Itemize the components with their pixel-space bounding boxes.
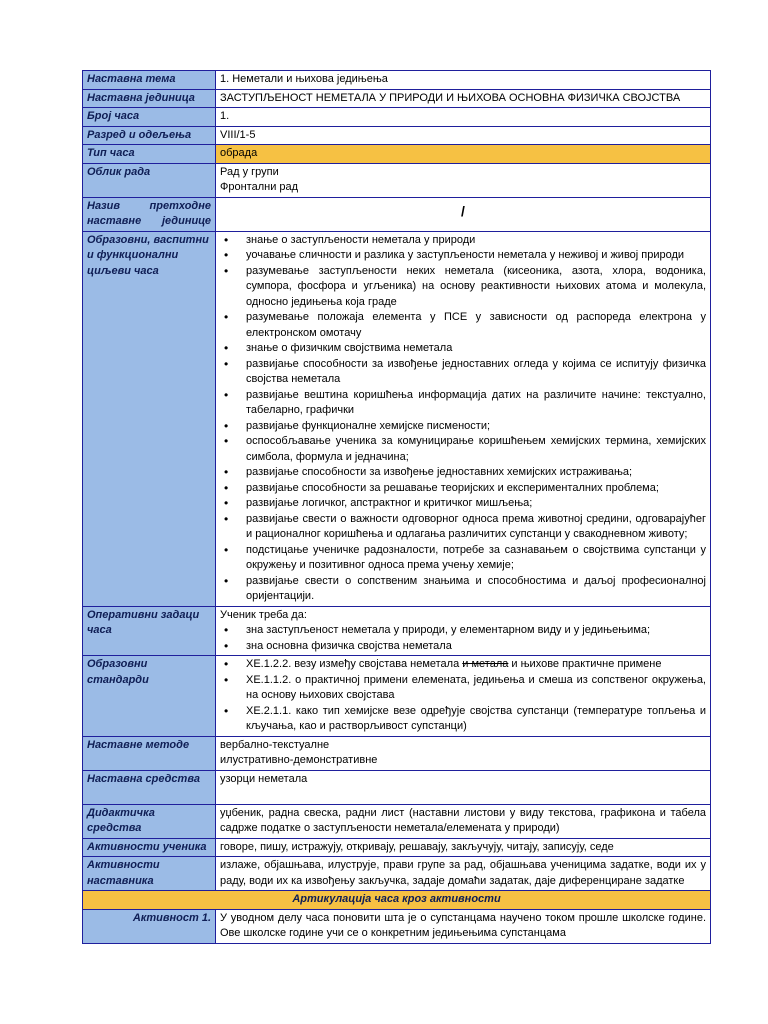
prev-unit-value: /: [216, 197, 711, 231]
theme-label: Наставна тема: [83, 71, 216, 90]
goals-list: [220, 233, 706, 605]
table-row: [83, 163, 711, 197]
activity1-label: Активност 1.: [83, 909, 216, 943]
standard-1b: и њихове практичне примене: [508, 658, 662, 670]
grade-label: Разред и одељења: [83, 126, 216, 145]
didactic-label: Дидактичка средства: [83, 804, 216, 838]
list-item: • развијање способности за решавање теоријских и експерименталних проблема;: [220, 481, 706, 497]
list-item: • знање о физичким својствима неметала: [220, 341, 706, 357]
means-label: Наставна средства: [83, 770, 216, 804]
list-item: • развијање способности за извођење једноставних огледа у којима се испитују физичка својства неметала: [220, 357, 706, 388]
table-row: [83, 231, 711, 606]
student-act-value: говоре, пишу, истражују, откривају, решавају, закључују, читају, записују, седе: [216, 838, 711, 857]
methods-value-1: вербално-текстуалне: [220, 738, 330, 751]
operative-intro: Ученик треба да:: [220, 608, 307, 621]
list-item: • развијање способности за извођење једноставних хемијских истраживања;: [220, 465, 706, 481]
lesson-no-label: Број часа: [83, 108, 216, 127]
type-value: обрада: [216, 145, 711, 164]
form-value-2: Фронтални рад: [220, 181, 299, 193]
unit-label: Наставна јединица: [83, 89, 216, 108]
table-row: [83, 838, 711, 857]
goals-value: [216, 231, 711, 606]
list-item: • развијање свести о сопственим знањима и способностима и даљој професионалној оријентацији.: [220, 574, 706, 605]
table-row: [83, 909, 711, 943]
methods-value: [216, 736, 711, 770]
list-item: • зна основна физичка својства неметала: [220, 639, 706, 655]
teacher-act-value: излаже, објашњава, илуструје, прави групе за рад, објашњава ученицима задатке, води их у раду, води их ка извођењу закључка, задаје домаћи задатак, даје диференциране задатке: [216, 857, 711, 891]
standard-1-strike: и метала: [462, 658, 509, 670]
list-item: • ХЕ.2.1.1. како тип хемијске везе одређује својства супстанци (температуре топљења и кључања, као и растворљивост супстанци): [220, 704, 706, 735]
list-item: • развијање свести о важности одговорног односа према животној средини, одговарајућег и рационалног коришћења и одлагања различитих супстанци у свакодневном животу;: [220, 512, 706, 543]
activity1-value: У уводном делу часа поновити шта је о супстанцама научено током прошле школске године. Ове школске године учи се о конкретним једињењима супстанцама: [216, 909, 711, 943]
lesson-plan-table: [82, 70, 711, 944]
list-item: • развијање логичког, апстрактног и критичког мишљења;: [220, 496, 706, 512]
methods-value-2: илустративно-демонстративне: [220, 754, 378, 766]
table-row: [83, 71, 711, 90]
list-item: • развијање функционалне хемијске писмености;: [220, 419, 706, 435]
operative-value: [216, 606, 711, 656]
means-value: узорци неметала: [216, 770, 711, 804]
list-item: • подстицање ученичке радозналости, потребе за сазнавањем о својствима супстанци у окружењу и позитивног односа према учењу хемије;: [220, 543, 706, 574]
teacher-act-label: Активности наставника: [83, 857, 216, 891]
articulation-header: Артикулација часа кроз активности: [83, 891, 711, 910]
student-act-label: Активности ученика: [83, 838, 216, 857]
table-row: [83, 126, 711, 145]
standards-label: Образовни стандарди: [83, 656, 216, 737]
list-item: [220, 657, 706, 673]
standard-1a: ХЕ.1.2.2. везу између својстава неметала: [246, 658, 463, 670]
table-row: [83, 804, 711, 838]
didactic-value: уџбеник, радна свеска, радни лист (наставни листови у виду текстова, графикона и табела садрже податке о заступљености неметала/елемената у природи): [216, 804, 711, 838]
goals-label: Образовни, васпитни и функционални циљеви часа: [83, 231, 216, 606]
operative-list: [220, 623, 706, 654]
operative-label: Оперативни задаци часа: [83, 606, 216, 656]
table-row: [83, 197, 711, 231]
lesson-no-value: 1.: [216, 108, 711, 127]
methods-label: Наставне методе: [83, 736, 216, 770]
standards-value: [216, 656, 711, 737]
form-label: Облик рада: [83, 163, 216, 197]
theme-value: 1. Неметали и њихова једињења: [216, 71, 711, 90]
form-value: [216, 163, 711, 197]
list-item: • уочавање сличности и разлика у заступљености неметала у неживој и живој природи: [220, 248, 706, 264]
table-row: [83, 736, 711, 770]
type-label: Тип часа: [83, 145, 216, 164]
list-item: • знање о заступљености неметала у природи: [220, 233, 706, 249]
list-item: • ХЕ.1.1.2. о практичној примени елемената, једињења и смеша из сопственог окружења, на основу њихових својстава: [220, 673, 706, 704]
table-row: [83, 656, 711, 737]
form-value-1: Рад у групи: [220, 165, 279, 178]
list-item: • разумевање положаја елемента у ПСЕ у зависности од распореда електрона у електронском омотачу: [220, 310, 706, 341]
list-item: • развијање вештина коришћења информација датих на различите начине: текстуално, табеларно, графички: [220, 388, 706, 419]
table-row: [83, 606, 711, 656]
table-row: [83, 891, 711, 910]
table-row: [83, 857, 711, 891]
list-item: • зна заступљеност неметала у природи, у елементарном виду и у једињењима;: [220, 623, 706, 639]
list-item: • разумевање заступљености неких неметала (кисеоника, азота, хлора, водоника, сумпора, фосфора и угљеника) на основу реактивности њихових атома и молекула, односно једињења која граде: [220, 264, 706, 311]
unit-value: ЗАСТУПЉЕНОСТ НЕМЕТАЛА У ПРИРОДИ И ЊИХОВА ОСНОВНА ФИЗИЧКА СВОЈСТВА: [216, 89, 711, 108]
prev-unit-label: Назив претходне наставне јединице: [83, 197, 216, 231]
standards-list: [220, 657, 706, 735]
table-row: [83, 145, 711, 164]
grade-value: VIII/1-5: [216, 126, 711, 145]
lesson-plan: [82, 70, 706, 944]
table-row: [83, 108, 711, 127]
list-item: • оспособљавање ученика за комуницирање коришћењем хемијских термина, хемијских симбола, формула и једначина;: [220, 434, 706, 465]
table-row: [83, 770, 711, 804]
table-row: [83, 89, 711, 108]
